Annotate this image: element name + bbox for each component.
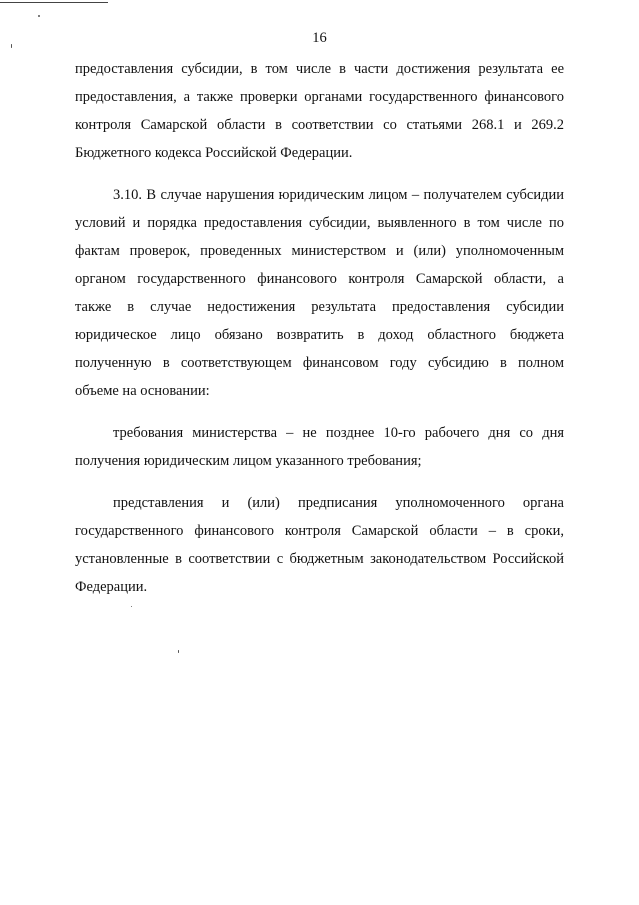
text-line: фактам проверок, проведенных министерством и (или) уполномоченным — [75, 243, 564, 259]
text-line: объеме на основании: — [75, 383, 210, 399]
text-line: контроля Самарской области в соответствии со статьями 268.1 и 269.2 — [75, 117, 564, 133]
text-line: Федерации. — [75, 579, 148, 595]
text-line: также в случае недостижения результата предоставления субсидии — [75, 299, 564, 315]
text-line: полученную в соответствующем финансовом году субсидию в полном — [75, 355, 564, 371]
text-line: предоставления субсидии, в том числе в части достижения результата ее — [75, 61, 564, 77]
paragraph-start-line: представления и (или) предписания уполномоченного органа — [113, 495, 564, 511]
scan-speck — [38, 15, 40, 17]
text-line: установленные в соответствии с бюджетным законодательством Российской — [75, 551, 564, 567]
page-number: 16 — [312, 30, 327, 46]
text-line: получения юридическим лицом указанного требования; — [75, 453, 422, 469]
scan-edge-line — [0, 2, 108, 3]
scan-speck — [131, 606, 132, 607]
paragraph-start-line: 3.10. В случае нарушения юридическим лицом – получателем субсидии — [113, 187, 564, 203]
paragraph-start-line: требования министерства – не позднее 10-го рабочего дня со дня — [113, 425, 564, 441]
text-line: органом государственного финансового контроля Самарской области, а — [75, 271, 564, 287]
text-line: государственного финансового контроля Самарской области – в сроки, — [75, 523, 564, 539]
text-line: условий и порядка предоставления субсидии, выявленного в том числе по — [75, 215, 564, 231]
scan-speck — [178, 650, 179, 653]
text-line: юридическое лицо обязано возвратить в доход областного бюджета — [75, 327, 564, 343]
text-line: Бюджетного кодекса Российской Федерации. — [75, 145, 353, 161]
text-line: предоставления, а также проверки органами государственного финансового — [75, 89, 564, 105]
